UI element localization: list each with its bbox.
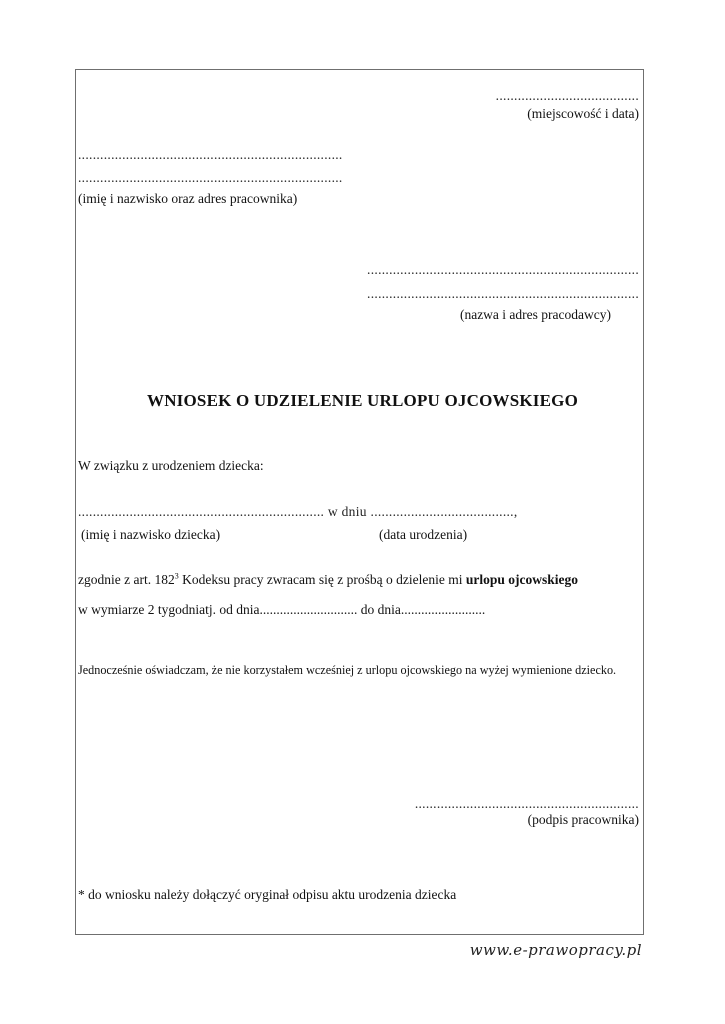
- child-name-dots: ................................................................... w dniu: [78, 504, 367, 519]
- child-name-label: (imię i nazwisko dziecka): [81, 527, 221, 542]
- request-text-bold: urlopu ojcowskiego: [465, 572, 578, 587]
- document-title: WNIOSEK O UDZIELENIE URLOPU OJCOWSKIEGO: [147, 391, 578, 410]
- employee-line-1: ........................................................................: [78, 147, 343, 162]
- request-line: [78, 573, 578, 587]
- employer-line-2: ..........................................................................: [367, 286, 639, 301]
- place-date-dots: .......................................: [495, 88, 639, 103]
- employer-line-1: ..........................................................................: [367, 262, 639, 277]
- employer-label: (nazwa i adres pracodawcy): [459, 307, 611, 322]
- article-superscript: 3: [174, 571, 179, 581]
- footnote: * do wniosku należy dołączyć oryginał odpisu aktu urodzenia dziecka: [78, 887, 457, 902]
- birth-date-dots: .......................................,: [370, 504, 518, 519]
- request-text-start: zgodnie z art. 182: [78, 572, 175, 587]
- child-name-line: [78, 505, 518, 519]
- request-text-middle: Kodeksu pracy zwracam się z prośbą o dzielenie mi: [178, 572, 466, 587]
- declaration-text: Jednocześnie oświadczam, że nie korzystałem wcześniej z urlopu ojcowskiego na wyżej wymienione dziecko.: [78, 663, 617, 677]
- signature-dots: .............................................................: [414, 796, 639, 811]
- signature-label: (podpis pracownika): [527, 812, 639, 827]
- employee-line-2: ........................................................................: [78, 170, 343, 185]
- birth-date-label: (data urodzenia): [379, 527, 468, 542]
- employee-label: (imię i nazwisko oraz adres pracownika): [78, 191, 298, 206]
- website-watermark: www.e-prawopracy.pl: [469, 941, 642, 959]
- intro-text: W związku z urodzeniem dziecka:: [78, 458, 264, 473]
- place-date-label: (miejscowość i data): [527, 106, 639, 121]
- period-line: w wymiarze 2 tygodniatj. od dnia............................. do dnia.........................: [78, 602, 486, 617]
